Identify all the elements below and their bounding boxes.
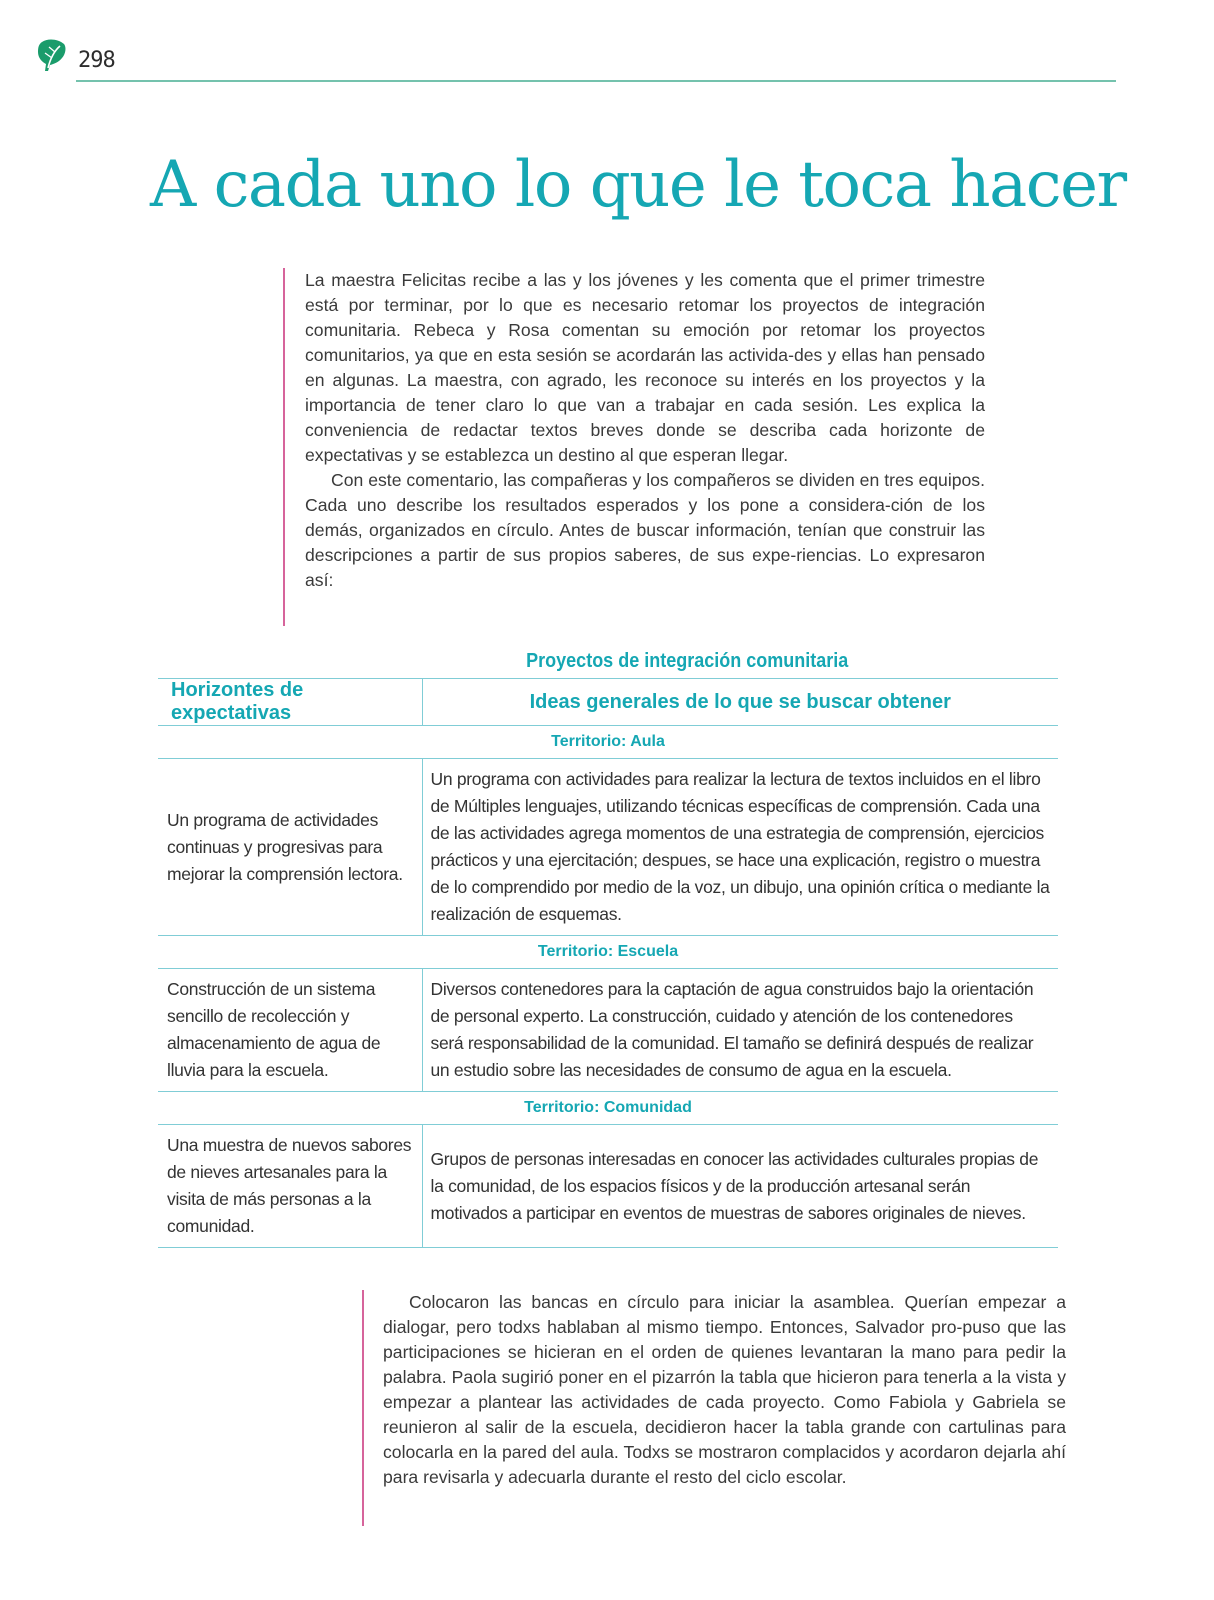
header-rule [76,80,1116,82]
page-title: A cada uno lo que le toca hacer [150,148,1126,222]
table-title: Proyectos de integración comunitaria [526,650,849,672]
side-bar [283,268,285,626]
intro-paragraph-2: Con este comentario, las compañeras y los compañeros se dividen en tres equipos. Cada uno describe los resultados esperados y los pone a considera-ción de los demás, organizados en círculo. Antes de buscar información, tenían que construir las descripciones a partir de sus propios saberes, de sus expe-riencias. Lo expresaron así: [305,470,985,590]
side-bar [362,1290,364,1526]
header-ideas: Ideas generales de lo que se buscar obtener [422,679,1058,726]
horizon-cell: Una muestra de nuevos sabores de nieves artesanales para la visita de más personas a la comunidad. [158,1125,422,1248]
page-number: 298 [78,48,115,73]
closing-text [362,1290,1066,1526]
territory-label: Territorio: Escuela [158,936,1058,969]
header-horizons: Horizontes de expectativas [158,679,422,726]
intro-paragraph-1: La maestra Felicitas recibe a las y los jóvenes y les comenta que el primer trimestre está por terminar, por lo que es necesario retomar los proyectos de integración comunitaria. Rebeca y Rosa comentan su emoción por retomar los proyectos comunitarios, ya que en esta sesión se acordarán las activida-des y ellas han pensado en algunas. La maestra, con agrado, les reconoce su interés en los proyectos y la importancia de tener claro lo que van a trabajar en cada sesión. Les explica la conveniencia de redactar textos breves donde se describa cada horizonte de expectativas y se establezca un destino al que esperan llegar. [305,270,985,465]
projects-table [158,646,1058,1248]
ideas-cell: Diversos contenedores para la captación de agua construidos bajo la orientación de personal experto. La construcción, cuidado y atención de los contenedores será responsabilidad de la comunidad. El tamaño se definirá después de realizar un estudio sobre las necesidades de consumo de agua en la escuela. [422,969,1058,1092]
horizon-cell: Un programa de actividades continuas y progresivas para mejorar la comprensión lectora. [158,759,422,936]
intro-text [283,268,985,626]
leaf-icon [36,38,68,72]
ideas-cell: Un programa con actividades para realizar la lectura de textos incluidos en el libro de Múltiples lenguajes, utilizando técnicas específicas de comprensión. Cada una de las actividades agrega momentos de una estrategia de comprensión, ejercicios prácticos y una ejercitación; despues, se hace una explicación, registro o muestra de lo comprendido por medio de la voz, un dibujo, una opinión crítica o mediante la realización de esquemas. [422,759,1058,936]
horizon-cell: Construcción de un sistema sencillo de recolección y almacenamiento de agua de lluvia para la escuela. [158,969,422,1092]
closing-paragraph: Colocaron las bancas en círculo para iniciar la asamblea. Querían empezar a dialogar, pero todxs hablaban al mismo tiempo. Entonces, Salvador pro-puso que las participaciones se hicieran en el orden de quienes levantaran la mano para pedir la palabra. Paola sugirió poner en el pizarrón la tabla que hicieron para tenerla a la vista y empezar a plantear las actividades de cada proyecto. Como Fabiola y Gabriela se reunieron al salir de la escuela, decidieron hacer la tabla grande con cartulinas para colocarla en la pared del aula. Todxs se mostraron complacidos y acordaron dejarla ahí para revisarla y adecuarla durante el resto del ciclo escolar. [383,1292,1066,1487]
ideas-cell: Grupos de personas interesadas en conocer las actividades culturales propias de la comunidad, de los espacios físicos y de la producción artesanal serán motivados a participar en eventos de muestras de sabores originales de nieves. [422,1125,1058,1248]
territory-label: Territorio: Comunidad [158,1092,1058,1125]
territory-label: Territorio: Aula [158,726,1058,759]
page-header [36,38,1076,84]
